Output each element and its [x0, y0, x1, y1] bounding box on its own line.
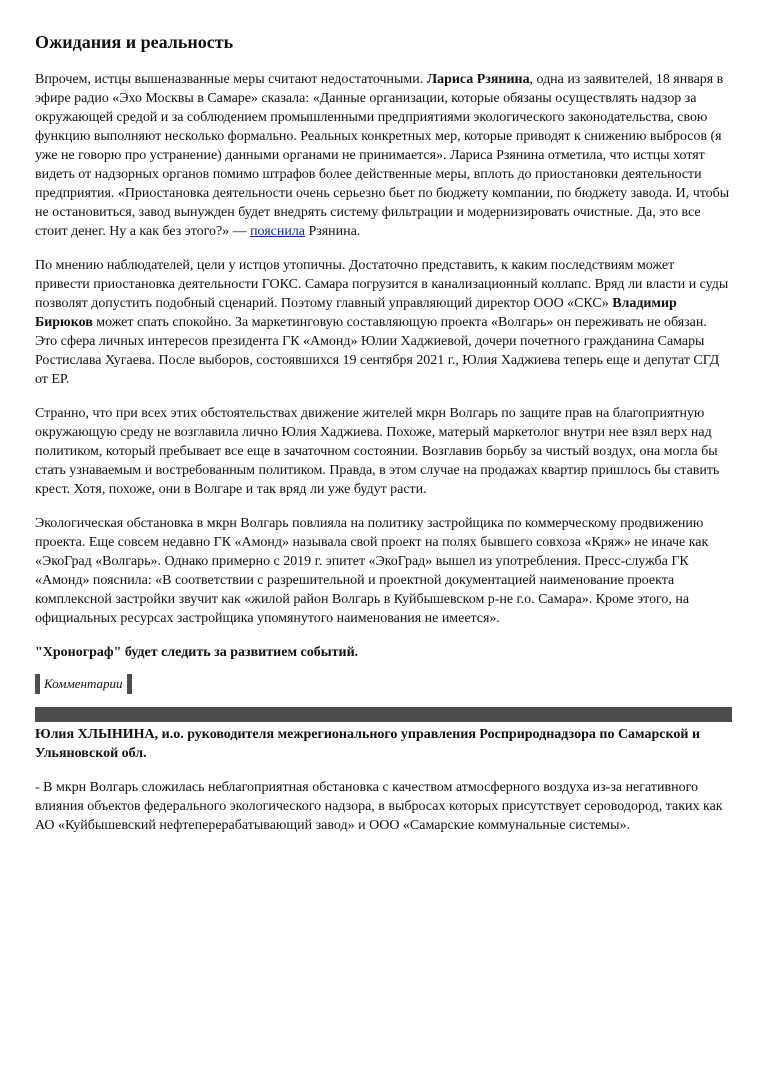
comments-label: Комментарии	[35, 674, 132, 694]
section-title: Ожидания и реальность	[35, 32, 234, 52]
paragraph-3: Странно, что при всех этих обстоятельствах движение жителей мкрн Волгарь по защите прав на благоприятную окружающую среду не возглавила лично Юлия Хаджиева. Похоже, матерый маркетолог внутри нее взял верх над политиком, который пребывает все еще в зачаточном состоянии. Возглавив борьбу за чистый воздух, она могла бы стать узнаваемым и востребованным политиком. Правда, в этом случае на продажах квартир пришлось бы ставить крест. Хотя, похоже, они в Волгаре и так вряд ли уже будут расти.	[35, 406, 720, 497]
comments-header	[35, 674, 732, 707]
explained-link[interactable]: пояснила	[250, 224, 305, 239]
comment-author: Юлия ХЛЫНИНА, и.о. руководителя межрегионального управления Росприроднадзора по Самарской и Ульяновской обл.	[35, 727, 701, 761]
paragraph-2-start: По мнению наблюдателей, цели у истцов утопичны. Достаточно представить, к каким последствиям может привести приостановка деятельности ГОКС. Самара погрузится в канализационный коллапс. Вряд ли власти и суды позволят допустить подобный сценарий. Поэтому главный управляющий директор ООО «СКС»	[35, 258, 729, 311]
paragraph-1	[35, 70, 732, 241]
paragraph-2-body: может спать спокойно. За маркетинговую составляющую проекта «Волгарь» он переживать не обязан. Это сфера личных интересов президента ГК «Амонд» Юлии Хаджиевой, дочери почетного гражданина Самары Ростислава Хугаева. После выборов, состоявшихся 19 сентября 2021 г., Юлия Хаджиева теперь еще и депутат СГД от ЕР.	[35, 315, 720, 387]
paragraph-4: Экологическая обстановка в мкрн Волгарь повлияла на политику застройщика по коммерческому продвижению проекта. Еще совсем недавно ГК «Амонд» называла свой проект на полях бывшего совхоза «Кряж» не иначе как «ЭкоГрад «Волгарь». Однако примерно с 2019 г. эпитет «ЭкоГрад» вышел из употребления. Пресс-служба ГК «Амонд» пояснила: «В соответствии с разрешительной и проектной документацией наименование проекта комплексной застройки звучит как «жилой район Волгарь в Куйбышевском р-не г.о. Самара». Кроме этого, на официальных ресурсах застройщика упомянутого наименования не имеется».	[35, 516, 709, 626]
paragraph-1-body: , одна из заявителей, 18 января в эфире радио «Эхо Москвы в Самаре» сказала: «Данные организации, которые обязаны осуществлять надзор за окружающей средой и за соблюдением промышленными предприятиями экологического законодательства, свою функцию выполняют несколько формально. Реальных конкретных мер, которые приводят к снижению выбросов (я уже не говорю про устранение) данными органами не принимается». Лариса Рзянина отметила, что истцы хотят видеть от надзорных органов помимо штрафов более действенные меры, вплоть до приостановки деятельности предприятия. «Приостановка деятельности очень серьезно бьет по бюджету компании, по бюджету завода. И, чтобы не остановиться, завод вынужден будет внедрять систему фильтрации и модернизировать очистные. Да, это все стоит денег. Ну а как без этого?» —	[35, 72, 730, 239]
person-name-rzyanina: Лариса Рзянина	[426, 72, 530, 87]
comments-divider	[35, 707, 732, 722]
article-page	[35, 30, 732, 835]
paragraph-1-end: Рзянина.	[304, 224, 361, 239]
comment-text: - В мкрн Волгарь сложилась неблагоприятная обстановка с качеством атмосферного воздуха из-за негативного влияния объектов федерального экологического надзора, в выбросах которых присутствует сероводород, таких как АО «Куйбышевский нефтеперерабатывающий завод» и ООО «Самарские коммунальные системы».	[35, 780, 723, 833]
paragraph-1-start: Впрочем, истцы вышеназванные меры считают недостаточными.	[35, 72, 427, 87]
paragraph-2	[35, 256, 732, 389]
person-name-biryukov: Владимир Бирюков	[35, 296, 677, 330]
closing-note: "Хронограф" будет следить за развитием событий.	[35, 645, 359, 660]
